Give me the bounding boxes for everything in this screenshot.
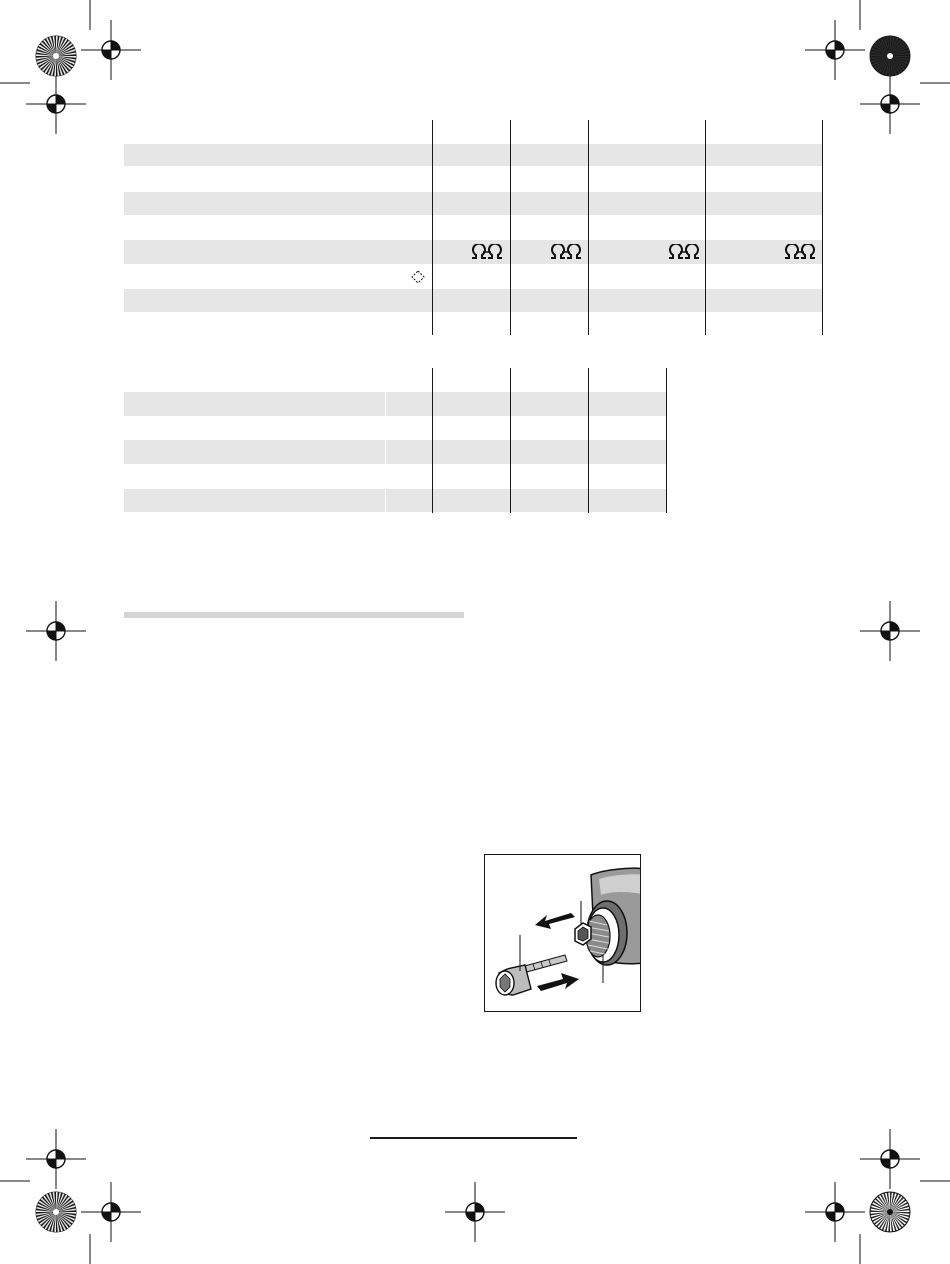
registration-starburst-icon: [36, 36, 76, 76]
table-row-shaded: [124, 144, 822, 166]
table-column-divider: [510, 368, 511, 513]
table-row-shaded: [124, 392, 666, 416]
registration-starburst-icon: [870, 1192, 910, 1232]
speed-symbol-icon: [410, 269, 426, 285]
table-column-divider: [822, 120, 823, 335]
table-cell-divider: [385, 489, 386, 512]
crosshair-mark-icon: [26, 601, 86, 661]
table-column-divider: [432, 368, 433, 513]
crosshair-mark-icon: [860, 74, 920, 134]
table-column-divider: [432, 120, 433, 335]
section-heading-rule: [124, 612, 464, 618]
crosshair-mark-icon: [445, 1182, 505, 1242]
table-row-shaded: [124, 192, 822, 215]
table-column-divider: [588, 368, 589, 513]
table-row-shaded: [124, 489, 666, 512]
registration-starburst-icon: [36, 1192, 76, 1232]
crosshair-mark-icon: [26, 1129, 86, 1189]
crosshair-mark-icon: [26, 74, 86, 134]
crosshair-mark-icon: [805, 20, 865, 80]
right-left-rotation-icon: [666, 244, 702, 260]
bit-insertion-figure: [484, 854, 641, 1012]
table-column-divider: [705, 120, 706, 335]
right-left-rotation-icon: [548, 244, 584, 260]
table-cell-divider: [385, 440, 386, 464]
crosshair-mark-icon: [805, 1182, 865, 1242]
right-left-rotation-icon: [469, 244, 505, 260]
table-cell-divider: [385, 392, 386, 416]
right-left-rotation-icon: [782, 244, 818, 260]
table-column-divider: [510, 120, 511, 335]
table-column-divider: [588, 120, 589, 335]
table-column-divider: [666, 368, 667, 513]
registration-starburst-icon: [870, 36, 910, 76]
crosshair-mark-icon: [860, 1129, 920, 1189]
crosshair-mark-icon: [860, 601, 920, 661]
footer-rule: [370, 1137, 577, 1139]
table-row-shaded: [124, 440, 666, 464]
crosshair-mark-icon: [81, 1182, 141, 1242]
table-row-shaded: [124, 289, 822, 312]
bit-insertion-illustration: [485, 855, 640, 1011]
